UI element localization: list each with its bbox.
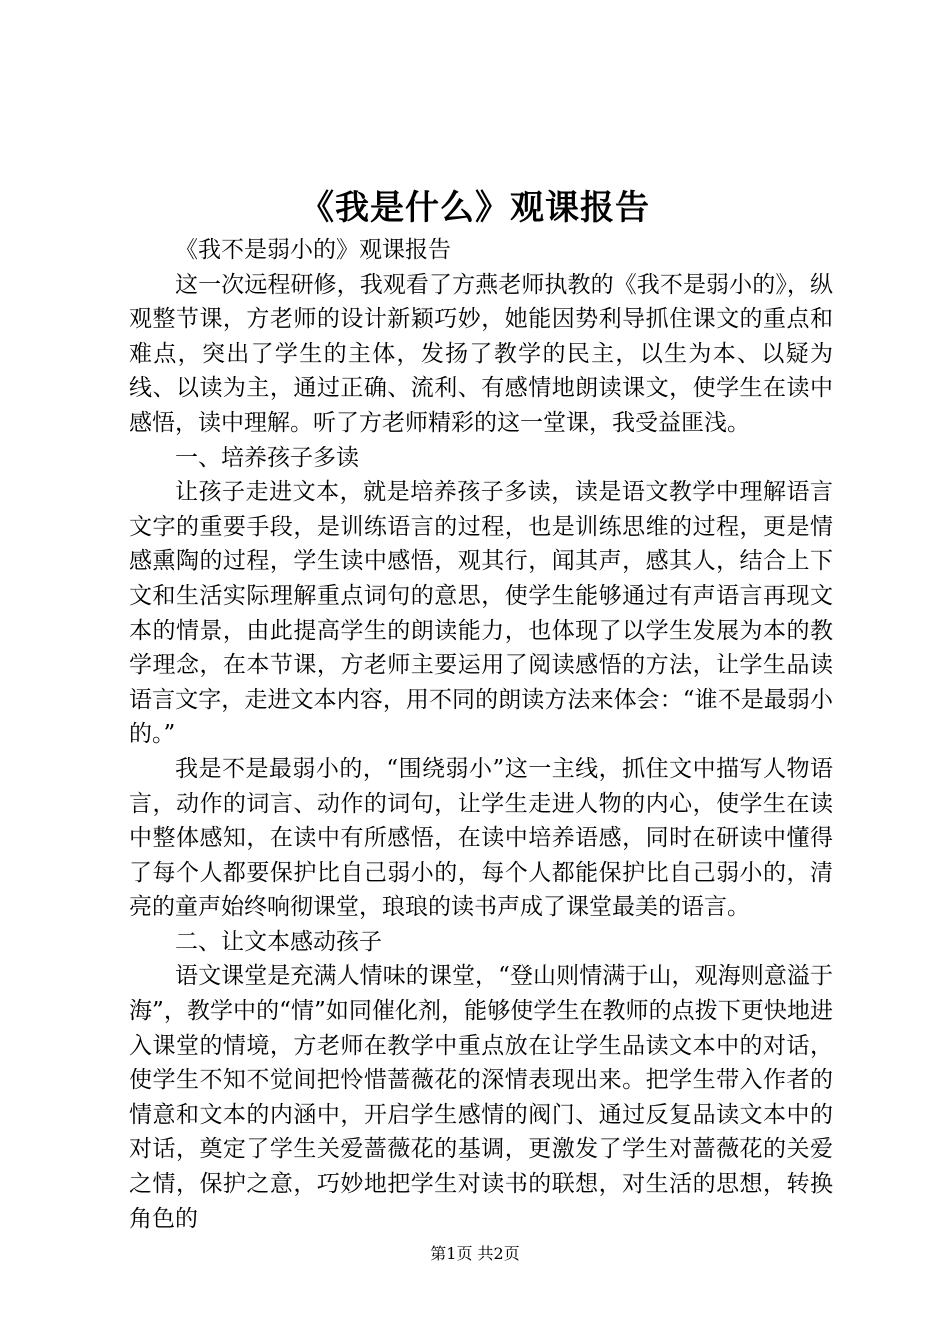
page-title: 《我是什么》观课报告 [300, 188, 650, 228]
page-footer: 第1页 共2页 [430, 1244, 520, 1263]
paragraph-intro: 这一次远程研修，我观看了方燕老师执教的《我不是弱小的》，纵观整节课，方老师的设计新颖巧妙，她能因势利导抓住课文的重点和难点，突出了学生的主体，发扬了教学的民主，以生为本、以疑为线、以读为主，通过正确、流利、有感情地朗读课文，使学生在读中感悟，读中理解。听了方老师精彩的这一堂课，我受益匪浅。 [129, 271, 833, 436]
paragraph-section-1: 让孩子走进文本，就是培养孩子多读，读是语文教学中理解语言文字的重要手段，是训练语言的过程，也是训练思维的过程，更是情感熏陶的过程，学生读中感悟，观其行，闻其声，感其人，结合上下文和生活实际理解重点词句的意思，使学生能够通过有声语言再现文本的情景，由此提高学生的朗读能力，也体现了以学生发展为本的教学理念，在本节课，方老师主要运用了阅读感悟的方法，让学生品读语言文字，走进文本内容，用不同的朗读方法来体会：“谁不是最弱小的。” [129, 479, 833, 748]
section-heading-1: 一、培养孩子多读 [175, 444, 359, 471]
paragraph-section-2: 语文课堂是充满人情味的课堂，“登山则情满于山，观海则意溢于海”，教学中的“情”如同催化剂，能够使学生在教师的点拨下更快地进入课堂的情境，方老师在教学中重点放在让学生品读文本中的对话，使学生不知不觉间把怜惜蔷薇花的深情表现出来。把学生带入作者的情意和文本的内涵中，开启学生感情的阀门、通过反复品读文本中的对话，奠定了学生关爱蔷薇花的基调，更激发了学生对蔷薇花的关爱之情，保护之意，巧妙地把学生对读书的联想，对生活的思想，转换角色的 [129, 963, 833, 1232]
paragraph-section-1-cont: 我是不是最弱小的，“围绕弱小”这一主线，抓住文中描写人物语言，动作的词言、动作的词句，让学生走进人物的内心，使学生在读中整体感知，在读中有所感悟，在读中培养语感，同时在研读中懂得了每个人都要保护比自己弱小的，每个人都能保护比自己弱小的，清亮的童声始终响彻课堂，琅琅的读书声成了课堂最美的语言。 [129, 755, 833, 921]
paragraph-subtitle: 《我不是弱小的》观课报告 [175, 237, 451, 263]
section-heading-2: 二、让文本感动孩子 [175, 928, 382, 955]
document-body [129, 233, 833, 1236]
